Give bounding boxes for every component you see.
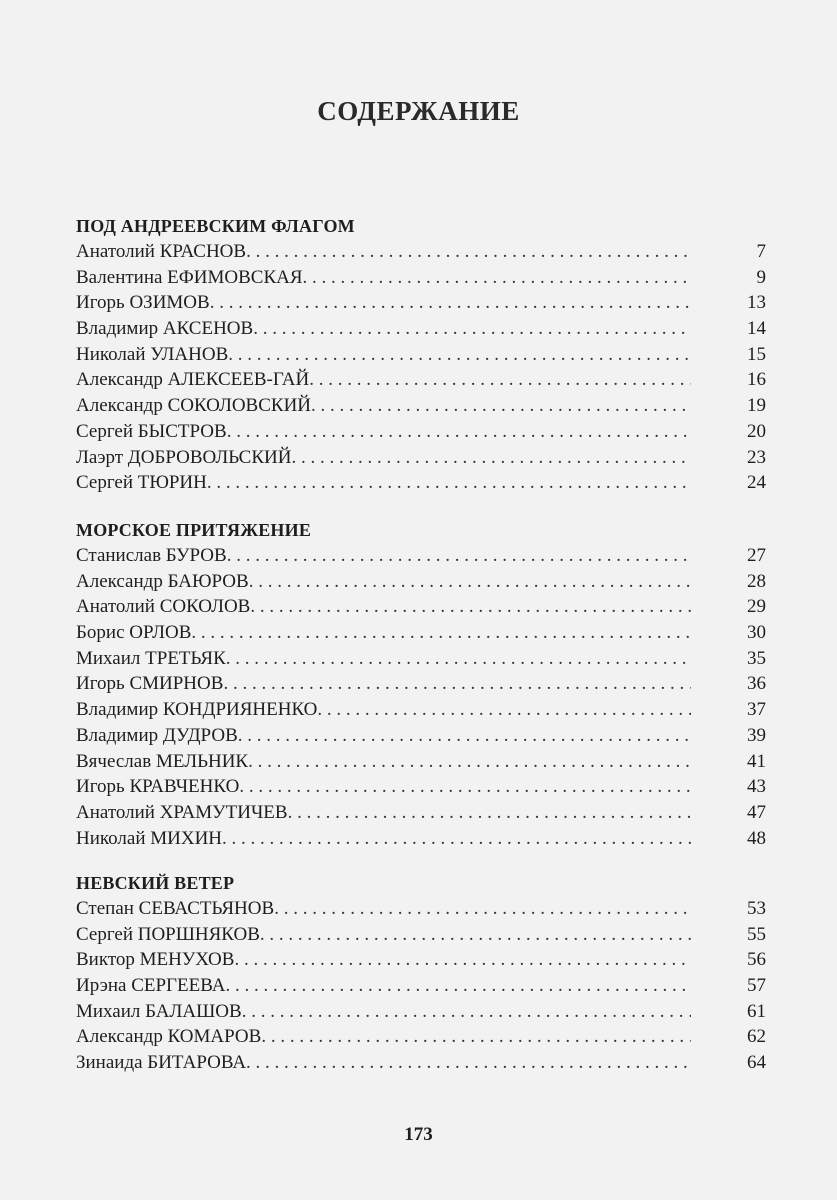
entry-page: 56 [747, 949, 766, 971]
toc-section [76, 517, 766, 851]
entry-page: 24 [747, 472, 766, 494]
dot-leader [225, 973, 691, 999]
entry-author: Игорь СМИРНОВ [76, 673, 224, 695]
entry-page: 39 [747, 724, 766, 746]
dot-leader [191, 620, 691, 646]
entry-author: Лаэрт ДОБРОВОЛЬСКИЙ [76, 446, 292, 468]
toc-entry [76, 419, 766, 445]
entry-author: Михаил ТРЕТЬЯК [76, 647, 226, 669]
entry-page: 41 [747, 750, 766, 772]
toc-entry [76, 342, 766, 368]
toc-entry [76, 265, 766, 291]
entry-page: 37 [747, 699, 766, 721]
page-title: СОДЕРЖАНИЕ [317, 96, 520, 126]
entry-author: Вячеслав МЕЛЬНИК [76, 750, 249, 772]
dot-leader [260, 922, 691, 948]
entry-page: 43 [747, 776, 766, 798]
entry-page: 7 [756, 241, 766, 262]
entry-author: Анатолий КРАСНОВ [76, 241, 247, 262]
dot-leader [246, 1050, 691, 1076]
entry-author: Александр КОМАРОВ [76, 1026, 262, 1048]
entry-author: Игорь КРАВЧЕНКО [76, 776, 240, 798]
toc-entry [76, 543, 766, 569]
entry-author: Александр СОКОЛОВСКИЙ [76, 395, 312, 417]
entry-page: 48 [747, 827, 766, 849]
toc-entry [76, 749, 766, 775]
toc-entry [76, 393, 766, 419]
entry-page: 47 [747, 801, 766, 823]
toc-entry [76, 470, 766, 496]
entry-author: Сергей ПОРШНЯКОВ [76, 923, 260, 945]
dot-leader [239, 774, 691, 800]
entry-page: 53 [747, 898, 766, 919]
toc-entry [76, 826, 766, 852]
dot-leader [234, 947, 691, 973]
toc-entry [76, 896, 766, 922]
dot-leader [309, 367, 691, 393]
section-heading: ПОД АНДРЕЕВСКИМ ФЛАГОМ [76, 216, 355, 236]
toc-entry [76, 290, 766, 316]
entry-page: 55 [747, 923, 766, 945]
toc-entry [76, 646, 766, 672]
dot-leader [311, 393, 691, 419]
entry-author: Виктор МЕНУХОВ [76, 949, 235, 971]
entry-author: Владимир АКСЕНОВ [76, 318, 254, 340]
dot-leader [242, 999, 691, 1025]
dot-leader [222, 826, 691, 852]
dot-leader [317, 697, 691, 723]
entry-page: 9 [756, 266, 766, 288]
entry-author: Сергей ТЮРИН [76, 472, 207, 494]
toc-entry [76, 723, 766, 749]
dot-leader [228, 342, 691, 368]
toc-entry [76, 922, 766, 948]
dot-leader [223, 671, 691, 697]
dot-leader [274, 896, 691, 922]
page-number: 173 [404, 1124, 433, 1145]
entry-page: 29 [747, 596, 766, 618]
dot-leader [303, 265, 691, 291]
dot-leader [227, 543, 691, 569]
toc-entry [76, 367, 766, 393]
toc-entry [76, 445, 766, 471]
toc-entry [76, 774, 766, 800]
entry-author: Владимир КОНДРИЯНЕНКО [76, 699, 318, 721]
section-heading: МОРСКОЕ ПРИТЯЖЕНИЕ [76, 520, 312, 540]
entry-author: Анатолий СОКОЛОВ [76, 596, 251, 618]
section-heading: НЕВСКИЙ ВЕТЕР [76, 873, 235, 893]
entry-page: 28 [747, 570, 766, 592]
toc-entry [76, 973, 766, 999]
dot-leader [226, 646, 691, 672]
dot-leader [261, 1024, 691, 1050]
entry-page: 14 [747, 318, 766, 340]
entry-author: Николай УЛАНОВ [76, 343, 229, 365]
entry-author: Ирэна СЕРГЕЕВА [76, 975, 226, 997]
dot-leader [253, 316, 691, 342]
toc-entry [76, 671, 766, 697]
dot-leader [207, 470, 691, 496]
entry-author: Александр АЛЕКСЕЕВ-ГАЙ [76, 369, 310, 391]
toc-entry [76, 1050, 766, 1076]
entry-author: Борис ОРЛОВ [76, 622, 192, 644]
entry-author: Сергей БЫСТРОВ [76, 420, 227, 442]
entry-page: 30 [747, 622, 766, 644]
dot-leader [210, 290, 691, 316]
entry-page: 35 [747, 647, 766, 669]
entry-page: 27 [747, 545, 766, 566]
toc-entry [76, 1024, 766, 1050]
dot-leader [291, 445, 691, 471]
entry-author: Игорь ОЗИМОВ [76, 292, 210, 314]
dot-leader [250, 594, 691, 620]
entry-page: 19 [747, 395, 766, 417]
toc-section [76, 870, 766, 1076]
entry-page: 16 [747, 369, 766, 391]
entry-page: 20 [747, 420, 766, 442]
entry-page: 57 [747, 975, 766, 997]
toc-entry [76, 594, 766, 620]
entry-author: Станислав БУРОВ [76, 545, 227, 566]
dot-leader [227, 419, 691, 445]
entry-author: Николай МИХИН [76, 827, 223, 849]
entry-author: Степан СЕВАСТЬЯНОВ [76, 898, 275, 919]
entry-author: Владимир ДУДРОВ [76, 724, 238, 746]
toc-entry [76, 999, 766, 1025]
toc-entry [76, 620, 766, 646]
entry-author: Зинаида БИТАРОВА [76, 1052, 247, 1074]
toc-entry [76, 239, 766, 265]
entry-page: 61 [747, 1000, 766, 1022]
dot-leader [248, 749, 691, 775]
entry-author: Анатолий ХРАМУТИЧЕВ [76, 801, 288, 823]
toc-section [76, 213, 766, 496]
dot-leader [246, 239, 691, 265]
entry-author: Александр БАЮРОВ [76, 570, 249, 592]
toc-entry [76, 697, 766, 723]
entry-page: 36 [747, 673, 766, 695]
entry-page: 62 [747, 1026, 766, 1048]
entry-author: Михаил БАЛАШОВ [76, 1000, 242, 1022]
dot-leader [288, 800, 691, 826]
entry-page: 13 [747, 292, 766, 314]
toc-entry [76, 569, 766, 595]
toc-entry [76, 947, 766, 973]
entry-page: 64 [747, 1052, 766, 1074]
entry-page: 15 [747, 343, 766, 365]
dot-leader [238, 723, 691, 749]
entry-page: 23 [747, 446, 766, 468]
dot-leader [249, 569, 691, 595]
entry-author: Валентина ЕФИМОВСКАЯ [76, 266, 303, 288]
toc-entry [76, 316, 766, 342]
toc-entry [76, 800, 766, 826]
